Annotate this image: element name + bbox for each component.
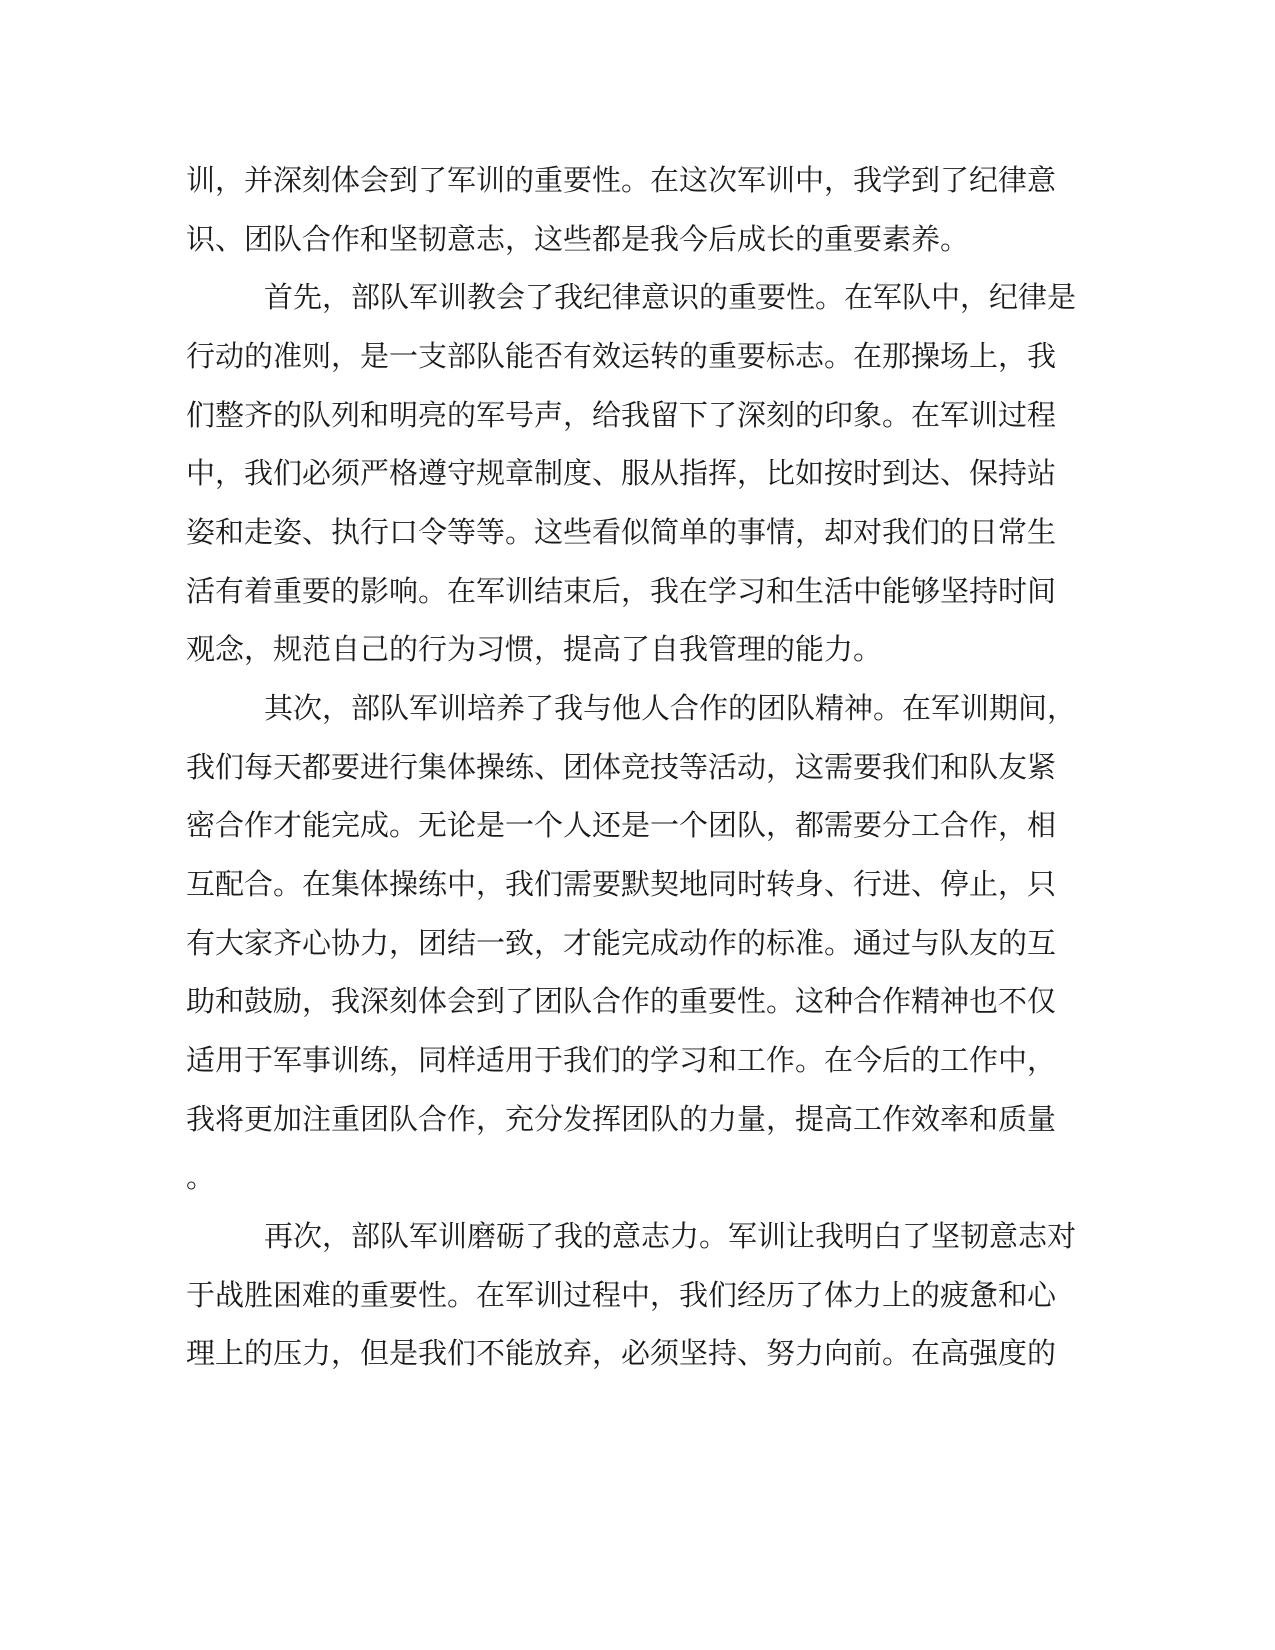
text-line: 互配合。在集体操练中，我们需要默契地同时转身、行进、停止，只	[186, 867, 1057, 901]
text-line: 我们每天都要进行集体操练、团体竞技等活动，这需要我们和队友紧	[186, 750, 1057, 784]
text-line: 识、团队合作和坚韧意志，这些都是我今后成长的重要素养。	[186, 222, 970, 256]
text-line: 姿和走姿、执行口令等等。这些看似简单的事情，却对我们的日常生	[186, 515, 1057, 549]
text-line: 有大家齐心协力，团结一致，才能完成动作的标准。通过与队友的互	[186, 926, 1057, 960]
text-line: 密合作才能完成。无论是一个人还是一个团队，都需要分工合作，相	[186, 808, 1057, 842]
text-line: 理上的压力，但是我们不能放弃，必须坚持、努力向前。在高强度的	[186, 1336, 1057, 1370]
text-line: 们整齐的队列和明亮的军号声，给我留下了深刻的印象。在军训过程	[186, 398, 1057, 432]
text-line: 活有着重要的影响。在军训结束后，我在学习和生活中能够坚持时间	[186, 574, 1057, 608]
paragraph-first-line: 再次，部队军训磨砺了我的意志力。军训让我明白了坚韧意志对	[264, 1219, 1077, 1253]
text-line: 助和鼓励，我深刻体会到了团队合作的重要性。这种合作精神也不仅	[186, 984, 1057, 1018]
text-line: 行动的准则，是一支部队能否有效运转的重要标志。在那操场上，我	[186, 339, 1057, 373]
text-line: 观念，规范自己的行为习惯，提高了自我管理的能力。	[186, 632, 883, 666]
text-line: 我将更加注重团队合作，充分发挥团队的力量，提高工作效率和质量	[186, 1102, 1057, 1136]
paragraph-first-line: 首先，部队军训教会了我纪律意识的重要性。在军队中，纪律是	[264, 280, 1077, 314]
text-line: 训，并深刻体会到了军训的重要性。在这次军训中，我学到了纪律意	[186, 163, 1057, 197]
text-line: 。	[186, 1160, 216, 1194]
paragraph-first-line: 其次，部队军训培养了我与他人合作的团队精神。在军训期间，	[264, 691, 1077, 725]
text-line: 适用于军事训练，同样适用于我们的学习和工作。在今后的工作中，	[186, 1043, 1057, 1077]
text-line: 于战胜困难的重要性。在军训过程中，我们经历了体力上的疲惫和心	[186, 1278, 1057, 1312]
text-line: 中，我们必须严格遵守规章制度、服从指挥，比如按时到达、保持站	[186, 456, 1057, 490]
